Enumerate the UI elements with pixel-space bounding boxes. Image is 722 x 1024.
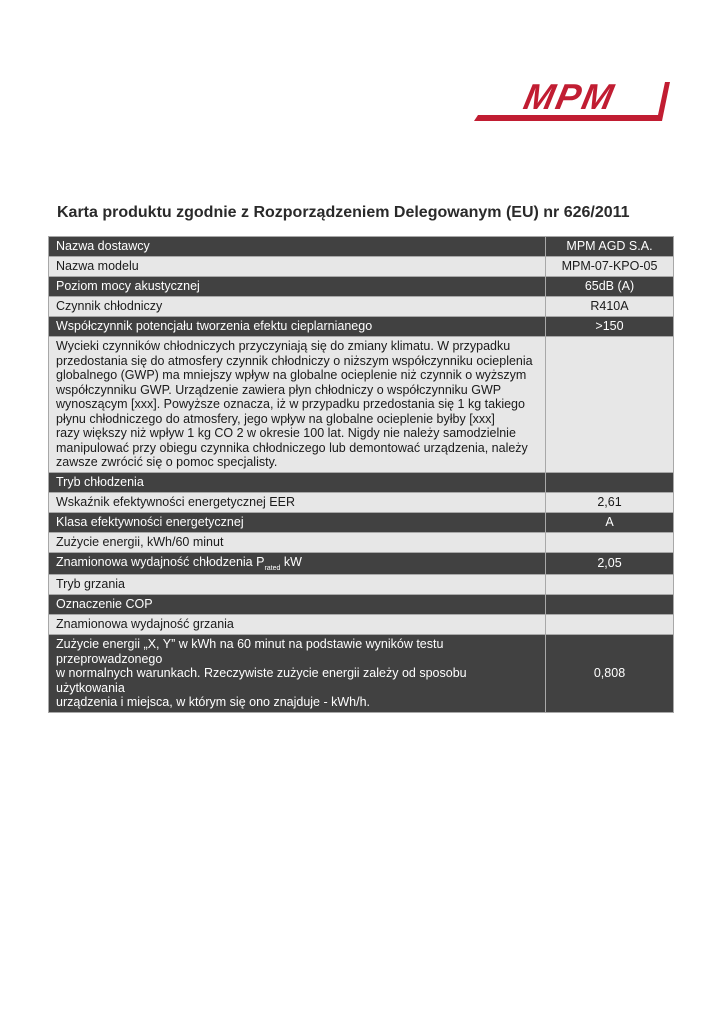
cop-label: Oznaczenie COP — [49, 595, 546, 615]
notice-line: razy większy niż wpływ 1 kg CO 2 w okresie 100 lat. Nigdy nie należy samodzielnie — [56, 426, 516, 440]
rated-cooling-label — [49, 552, 546, 575]
table-row — [49, 552, 674, 575]
product-spec-table — [48, 236, 674, 713]
table-row — [49, 615, 674, 635]
notice-line: wynoszącym [xxx]. Powyższe oznacza, iż w przypadku przedostania się 1 kg takiego — [56, 397, 525, 411]
gwp-label: Współczynnik potencjału tworzenia efektu cieplarnianego — [49, 317, 546, 337]
table-row — [49, 277, 674, 297]
energy-use-label: Zużycie energii, kWh/60 minut — [49, 532, 546, 552]
table-row — [49, 257, 674, 277]
energy-class-label: Klasa efektywności energetycznej — [49, 512, 546, 532]
gwp-value: >150 — [546, 317, 674, 337]
mpm-logo — [472, 76, 672, 124]
eer-value: 2,61 — [546, 492, 674, 512]
table-row — [49, 237, 674, 257]
table-row — [49, 512, 674, 532]
notice-line: zawsze zwrócić się o pomoc specjalisty. — [56, 455, 278, 469]
notice-line: manipulować przy obiegu czynnika chłodniczego lub demontować urządzenia, należy — [56, 440, 528, 455]
supplier-value: MPM AGD S.A. — [546, 237, 674, 257]
notice-line: globalnego (GWP) ma mniejszy wpływ na globalne ocieplenie niż czynnik o wyższym — [56, 368, 527, 382]
rated-cooling-subscript: rated — [264, 564, 281, 572]
eer-label: Wskaźnik efektywności energetycznej EER — [49, 492, 546, 512]
notice-line: płynu chłodniczego do atmosfery, jego wpływ na globalne ocieplenie byłby [xxx] — [56, 411, 495, 426]
notice-value — [546, 337, 674, 473]
cooling-mode-label: Tryb chłodzenia — [49, 472, 546, 492]
table-row — [49, 297, 674, 317]
cooling-mode-value — [546, 472, 674, 492]
model-value: MPM-07-KPO-05 — [546, 257, 674, 277]
xy-energy-line: Zużycie energii „X, Y” w kWh na 60 minut na podstawie wyników testu przeprowadzonego — [56, 637, 444, 666]
heating-mode-label: Tryb grzania — [49, 575, 546, 595]
noise-label: Poziom mocy akustycznej — [49, 277, 546, 297]
table-row — [49, 317, 674, 337]
table-row — [49, 337, 674, 473]
heating-mode-value — [546, 575, 674, 595]
rated-cooling-prefix: Znamionowa wydajność chłodzenia P — [56, 554, 265, 569]
cop-value — [546, 595, 674, 615]
rated-cooling-value: 2,05 — [546, 552, 674, 575]
xy-energy-line: urządzenia i miejsca, w którym się ono znajduje - kWh/h. — [56, 695, 371, 709]
notice-line: Wycieki czynników chłodniczych przyczyniają się do zmiany klimatu. W przypadku — [56, 339, 511, 353]
model-label: Nazwa modelu — [49, 257, 546, 277]
supplier-label: Nazwa dostawcy — [49, 237, 546, 257]
logo-text: MPM — [520, 76, 619, 117]
notice-line: współczynniku GWP. Urządzenie zawiera płyn chłodniczy o współczynniku GWP — [56, 382, 502, 397]
table-row — [49, 472, 674, 492]
refrigerant-value: R410A — [546, 297, 674, 317]
table-row — [49, 635, 674, 713]
table-row — [49, 492, 674, 512]
refrigerant-notice — [49, 337, 546, 473]
page-title: Karta produktu zgodnie z Rozporządzeniem Delegowanym (EU) nr 626/2011 — [57, 204, 630, 221]
rated-heating-label: Znamionowa wydajność grzania — [49, 615, 546, 635]
table-row — [49, 532, 674, 552]
noise-value: 65dB (A) — [546, 277, 674, 297]
xy-energy-value: 0,808 — [546, 635, 674, 713]
xy-energy-line: w normalnych warunkach. Rzeczywiste zużycie energii zależy od sposobu użytkowania — [56, 666, 467, 695]
energy-class-value: A — [546, 512, 674, 532]
notice-line: przedostania się do atmosfery czynnik chłodniczy o niższym współczynniku ocieplenia — [56, 353, 533, 368]
xy-energy-label — [49, 635, 546, 713]
rated-heating-value — [546, 615, 674, 635]
refrigerant-label: Czynnik chłodniczy — [49, 297, 546, 317]
table-row — [49, 575, 674, 595]
rated-cooling-suffix: kW — [280, 554, 302, 569]
table-row — [49, 595, 674, 615]
energy-use-value — [546, 532, 674, 552]
